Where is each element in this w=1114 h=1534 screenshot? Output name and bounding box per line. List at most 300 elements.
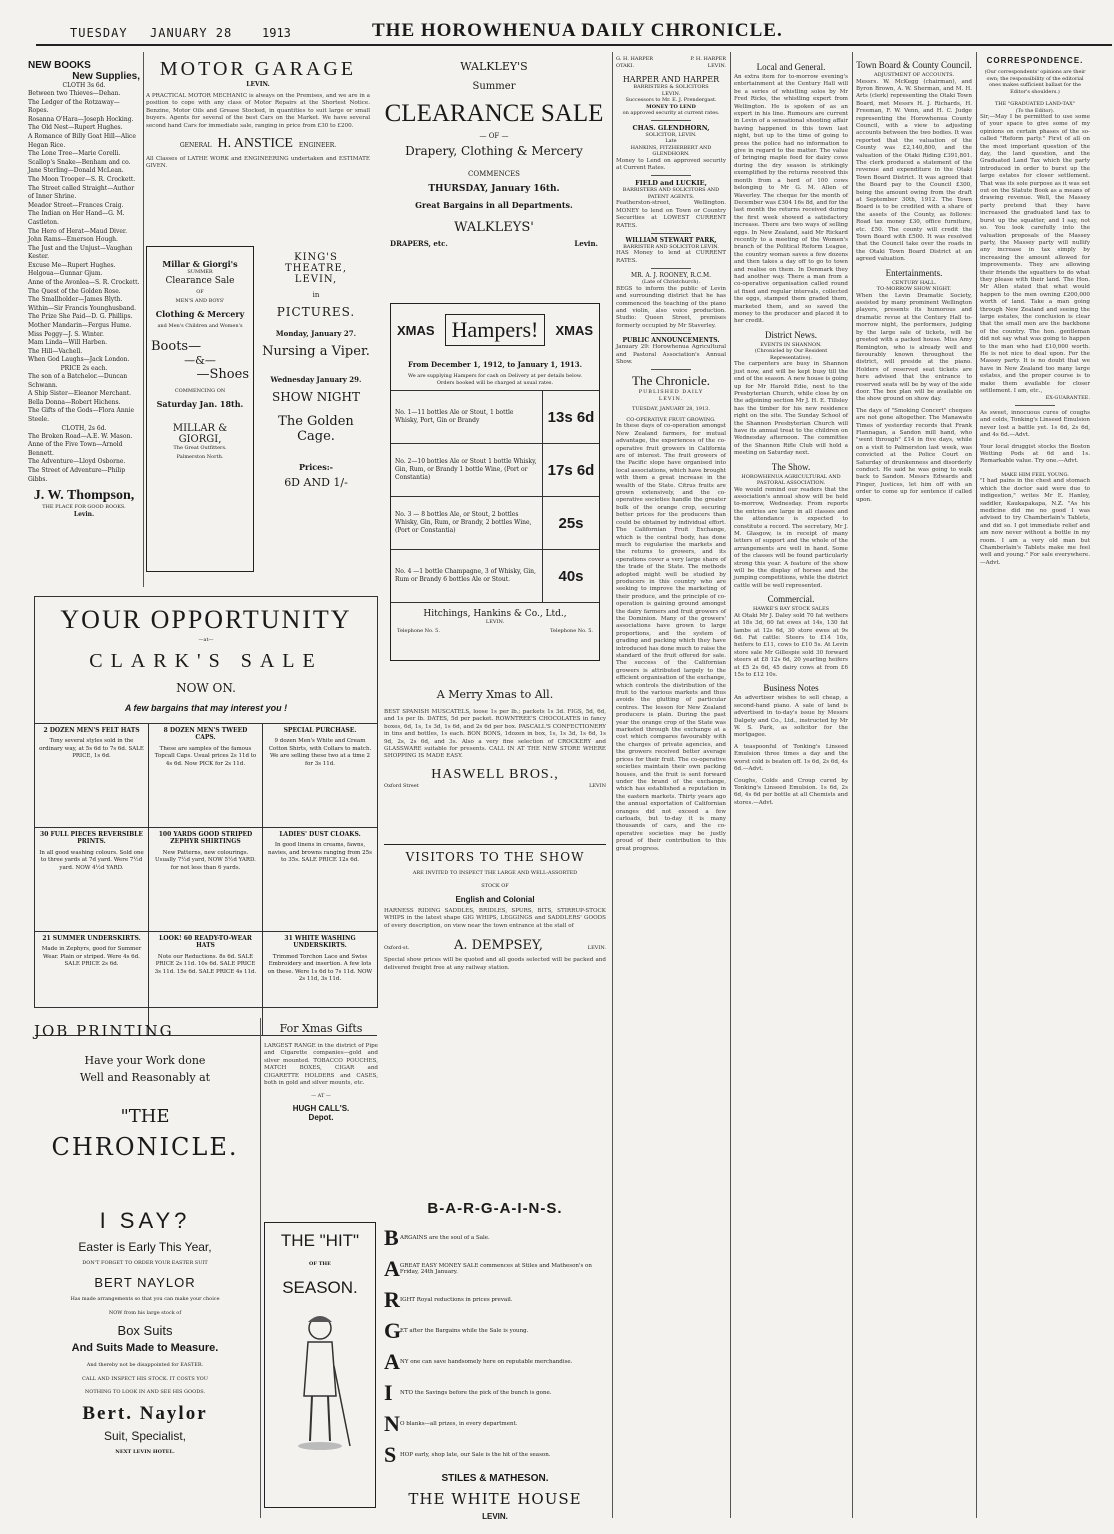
entertainments-body: When the Levin Dramatic Society, assisted by many prominent Wellington players, presents its humorous and dramatic revue at the Century Hall to-morrow night, the performers, judging by the large sale of tickets, will be greeted with a packed house. Miss Amy Remington, who is already well and favourably known throughout the district, will preside at the piano. Holders of reserved seat tickets are here advised that the entrance to reserved seats will be by way of the side door. The box plan will be available on the show ground on show day. (856, 292, 972, 403)
header-date: JANUARY 28 (150, 26, 233, 40)
bargains-title: B-A-R-G-A-I-N-S. (427, 1200, 563, 1217)
hamper-row (391, 497, 599, 550)
column-divider (852, 52, 853, 1518)
naylor-from: NOW from his large stock of (108, 1310, 182, 1316)
bargain-initial: A (384, 1349, 400, 1374)
naylor-made: Has made arrangements so that you can make your choice (70, 1295, 220, 1302)
bargain-row (384, 1287, 606, 1313)
book-list-item: Rosanna O'Hara—Joseph Hocking. (28, 115, 134, 123)
book-list-item: The Prize She Paid—D. G. Phillips. (28, 313, 133, 321)
hampers-firm: Hitchings, Hankins & Co., Ltd., (423, 609, 567, 619)
bargain-cell (35, 724, 149, 828)
kings-pictures: PICTURES. (276, 305, 356, 319)
walkley-advert (380, 56, 608, 268)
hamper-price: 25s (542, 497, 599, 549)
bargain-text: O blanks—all prizes, in every department. (400, 1421, 518, 1427)
millar-boots: Boots— (151, 339, 202, 354)
bargain-cell (263, 932, 377, 1036)
book-list-item: John Rams—Emerson Hough. (28, 236, 118, 244)
haswell-street: Oxford Street (384, 782, 419, 789)
book-list-item: The Ledger of the Rotzaway—Ropes. (28, 98, 120, 115)
entertainments-title: Entertainments. (885, 267, 943, 278)
harper-levin: LEVIN. (661, 90, 681, 97)
kings-date-2: Wednesday January 29. (270, 375, 362, 384)
clark-now-on: NOW ON. (176, 680, 236, 695)
naylor-measure: And Suits Made to Measure. (71, 1341, 219, 1354)
gifts-depot: Depot. (308, 1112, 334, 1122)
council-title: Town Board & County Council. (856, 60, 972, 70)
book-list-item: Excuse Me—Rupert Hughes. (28, 261, 116, 269)
bargain-row (384, 1411, 606, 1437)
book-list-item: The Lone Tree—Marie Corelli. (28, 150, 121, 158)
bargain-cell-title: SPECIAL PURCHASE. (283, 726, 357, 734)
haswell-advert (384, 688, 606, 838)
council-body: Messrs. W. McKegg (chairman), and Byron Brown, A. W. Sherman, and M. H. Arts (clerk) representing the Otaki Town Board, met Messrs H. J. Richards, H. Freeman, F. W. Venn, and H. C. Judge representing the Horowhenua County Council, with a view to adjusting accounts between the two bodies. It was reported that the valuation of the County was £2,140,800, and the valuation of the Otaki Riding £391,801. The clerk produced a statement of the revenue and expenditure in the Otaki Town Board District. It was agreed that the Board pay to the Council £300, being the amount owing from the draft at September 30th, 1912. The Town Board is to be credited with a share of the assets of the County, as follows: Road tax money £30, office furniture, etc. £50. The county will credit the Town Board with £500. It was resolved that the Council take over the roads in the Otaki Town Board District at an agreed valuation. (856, 78, 972, 263)
column-divider (143, 52, 144, 587)
naylor-suit: Suit, Specialist, (103, 1429, 187, 1443)
dempsey-title: VISITORS TO THE SHOW (405, 850, 585, 864)
millar-title: Millar & Giorgi's (162, 259, 238, 269)
hit-of-season-advert (264, 1222, 376, 1508)
bookseller-town: Levin. (73, 510, 95, 518)
millar-amp: —&— (184, 354, 216, 367)
clark-at: —at— (198, 637, 214, 643)
haswell-body: BEST SPANISH MUSCATELS, loose 1s per lb.; packets 1s 3d. FIGS, 5d, 6d, and 1s per lb. DATES, 5d per packet. ROWNTREE'S CHOCOLATES in fancy boxes, 6d, 1s, 1s 3d, 1s 6d, and 2s 6d per box. PASCALL'S CONFECTIONERY in tins and bottles, 1s each. BON BONS, 1dozen in box, 1s, 1s 3d, 1s 6d, 1s 9d, 2s, 2s 6d, and 3s. Also a very fine selection of CROCKERY and GLASSWARE suitable for presents. CALL IN AT THE NEW STORE WHERE SHOPPING IS MADE EASY. (384, 709, 606, 760)
bargain-cell-body: New Patterns, new colourings. Usually 7½d yard, NOW 5½d YARD. for not less than 6 yards. (155, 849, 256, 871)
separator (651, 268, 691, 269)
hamper-price: 40s (542, 550, 599, 602)
book-list-item: Helgoua—Gunnar Gjum. (28, 270, 103, 278)
bargain-cell-body: In all good washing colours. Sold one to three yards at 7d yard. Were 7½d yard. NOW 4½d YARD. (39, 849, 144, 871)
kings-in: in (312, 291, 320, 299)
book-list-item: Anne of the Avonlea—S. R. Crockett. (28, 279, 140, 287)
naylor-bert: Bert. Naylor (82, 1403, 208, 1424)
feel-young-title: MAKE HIM FEEL YOUNG. (1001, 471, 1069, 478)
bargain-cell-body: In good linens in creams, fawns, navies, and browns ranging from 25s to 35s. SALE PRICE 12s 6d. (268, 842, 372, 863)
naylor-nothing: NOTHING TO LOOK IN AND SEE HIS GOODS. (84, 1388, 206, 1395)
book-list-item: The Street called Straight—Author of Inner Shrine. (28, 184, 135, 201)
book-list-item: Bella Donna—Robert Hichens. (28, 398, 121, 406)
bargain-cell-body: Note our Reductions. 8s 6d. SALE PRICE 2s 11d. 10s 6d. SALE PRICE 3s 11d. 15s 6d. SALE PRICE 4s 11d. (154, 953, 257, 975)
dempsey-invite: ARE INVITED TO INSPECT THE LARGE AND WELL-ASSORTED (412, 870, 578, 876)
kings-prices-label: Prices:- (298, 462, 333, 472)
park-title: BARRISTER AND SOLICITOR LEVIN. (623, 243, 719, 250)
book-list-item: The Just and the Unjust—Vaughan Kester. (28, 244, 133, 261)
hamper-price: 17s 6d (542, 444, 599, 496)
book-list-item: Anne of the Five Town—Arnold Bennett. (28, 441, 123, 457)
separator (1015, 405, 1055, 406)
millar-town: Palmerston North. (176, 454, 224, 460)
dempsey-goods: English and Colonial (455, 895, 535, 904)
motor-garage-advert (146, 58, 370, 238)
separator (651, 233, 691, 234)
motor-general-label: GENERAL (179, 142, 212, 150)
hamper-description: No. 2—10 bottles Ale or Stout 1 bottle Whisky, Gin, Rum, or Brandy 1 bottle Wine, (Port or Constantia) (395, 458, 537, 481)
bargain-initial: G (384, 1318, 402, 1343)
dempsey-name: A. DEMPSEY, (453, 938, 544, 954)
stock-sales-body: At Otaki Mr J. Daley sold 70 fat wethers at 18s 3d, 60 fat ewes at 14s, 130 fat lambs at 12s 6d, 30 store ewes at 9s 6d. Fat cattle: Steers to £14 10s, heifers to £11, cows to £10 5s. At Levin store sale Mr Gillespie sold 30 forward steers at £8 12s 6d, 20 yearling heifers at £5 2s 6d, 45 dairy cows at from £6 15s to £12 10s. (734, 612, 848, 679)
motor-engineer-label: ENGINEER. (298, 142, 337, 150)
clark-sale-advert (34, 596, 378, 1008)
kings-prices: 6D AND 1/- (284, 476, 348, 489)
council-subtitle: ADJUSTMENT OF ACCOUNTS. (874, 72, 954, 78)
linseed-advert: As sweet, innocuous cures of coughs and colds, Tonking's Linseed Emulsion never lost a battle yet. 1s 6d, 2s 6d, and 4s 6d.—Advt. (980, 409, 1090, 439)
harper-firm: HARPER AND HARPER (622, 75, 720, 84)
millar-childrens: and Men's Children and Women's (157, 322, 243, 329)
separator (651, 369, 691, 370)
book-list-item: The son of a Batchelor.—Duncan Schwann. (28, 373, 128, 389)
millar-giorgi-advert (146, 246, 254, 572)
millar-sale: Clearance Sale (165, 275, 235, 286)
hampers-town: LEVIN. (485, 619, 505, 625)
millar-commencing: COMMENCING ON (174, 388, 226, 394)
book-list-item: The Hill—Vachell. (28, 347, 83, 355)
stock-sales-title: HAWKE'S BAY STOCK SALES (752, 606, 830, 613)
haswell-title: A Merry Xmas to All. (436, 688, 554, 701)
naylor-name: BERT NAYLOR (94, 1274, 196, 1290)
kings-title: KING'S THEATRE, LEVIN, (284, 252, 348, 285)
header-day: TUESDAY (70, 26, 128, 40)
header-year: 1913 (262, 26, 291, 40)
hit-of-the: OF THE (309, 1261, 331, 1267)
hit-season: SEASON. (282, 1277, 358, 1297)
millar-date: Saturday Jan. 18th. (156, 398, 244, 409)
job-printing-advert (34, 1022, 256, 1200)
local-general-body: An extra item for to-morrow evening's entertainment at the Century Hall will be a series of whistling solos by Mr Fred Ricks, the whistling expert from Wellington. He is spoken of as an expert in his line. Rumours are current in Levin of a sensational shooting affair having happened in this town last night, but up to the time of going to press the police had no information to give in regard to the matter. The value of bringing maple feed for dairy cows during the dry season is strikingly exemplified by the returns received this month from a herd of 100 cows belonging to Mr G. M. Allen of Waverley. The cheque for the month of December was £304 16s 8d, and for the last month the returns received during the first week showed a satisfactory increase. There are two ways of selling eggs. In New Zealand, said Mr Rickard recently to a meeting of the Women's branch of the Political Reform League, the country woman saves a few dozens and then takes a day off to go to town and realise on them. In Denmark they had another way. There a man from a co-operative organisation called round at fixed and regular intervals, collected the eggs, stamped them graded them, marketed them, and so saved the money to the producer and placed it to her credit. (734, 74, 848, 325)
clark-name: CLARK'S SALE (89, 649, 323, 672)
book-list-item: The Smallholder—James Blyth. (28, 296, 123, 304)
hit-the: THE "HIT" (280, 1231, 360, 1250)
bargain-initial: N (384, 1411, 400, 1436)
correspondence-column (980, 56, 1090, 1518)
millar-mens: MEN'S AND BOYS' (175, 298, 225, 304)
bargain-row (384, 1442, 606, 1468)
naylor-call: CALL AND INSPECT HIS STOCK. IT COSTS YOU (82, 1376, 208, 1382)
bargain-text: HOP early, shop late, our Sale is the hit of the season. (400, 1452, 551, 1458)
coughs-advert: Coughs, Colds and Croup cured by Tonking's Linseed Emulsion. 1s 6d, 2s 6d, 4s 6d per bottle at all Chemists and stores.—Advt. (734, 777, 848, 806)
job-the: "THE (120, 1106, 170, 1127)
harper-successors: Successors to Mr. E. J. Prendergast. (625, 97, 717, 103)
show-subtitle: HOROWHENUA AGRICULTURAL AND PASTORAL ASSOCIATION. (741, 473, 841, 487)
bargain-cell-body: Trimmed Torchon Lace and Swiss Embroidery and insertion. A few lots on these. Were 1s 6d to 7s 11d. NOW 2s 11d, 3s 11d. (267, 953, 373, 982)
druggist-advert: Your local druggist stocks the Boston Wetting Pods at 6d and 1s. Remarkable value. Try one.—Advt. (980, 443, 1090, 465)
bargain-cell (263, 828, 377, 932)
rooney-name: MR. A. J. ROONEY, R.C.M. (630, 272, 712, 280)
millar-outfitters: The Great Outfitters. (173, 444, 227, 451)
kings-film-1: Nursing a Viper. (262, 344, 370, 359)
hamper-description: No. 3 — 8 bottles Ale, or Stout, 2 bottles Whisky, Gin, Rum, or Brandy, 2 bottles Wine, (Port or Constantia) (395, 511, 532, 534)
book-list-item: Within—Sir Francis Younghusband. (28, 304, 137, 312)
motor-garage-town: LEVIN. (246, 81, 270, 88)
books-advert (28, 60, 140, 572)
bargain-cell (149, 724, 263, 828)
book-list-item: Miss Peggy—J. S. Winter. (28, 330, 104, 338)
bargains-firm: STILES & MATHESON. (441, 1473, 549, 1484)
cloth-price-heading-2: CLOTH, 2s 6d. (61, 424, 107, 432)
book-list-item: Jane Sterling—Donald McLean. (28, 167, 124, 175)
book-list-a (28, 90, 140, 365)
book-list-item: Scallop's Snake—Benham and co. (28, 158, 131, 166)
column-divider (612, 52, 613, 1518)
business-notes-title: Business Notes (763, 683, 819, 694)
gifts-at: — AT — (311, 1093, 331, 1100)
book-list-item: The Broken Road—A.E. W. Mason. (28, 432, 133, 440)
naylor-advert (34, 1208, 256, 1508)
gifts-body: LARGEST RANGE in the district of Pipe and Cigarette companies—gold and silver mounted. TOBACCO POUCHES, MATCH BOXES, CIGAR and CIGARETTE HOLDERS and CASES, both in gold and silver mounts, etc. (264, 1043, 378, 1087)
hamper-row (391, 550, 599, 603)
book-list-item: Meador Street—Frances Craig. (28, 201, 124, 209)
district-news-title: District News. (765, 329, 817, 340)
hampers-advert (390, 303, 600, 661)
job-title: JOB PRINTING (34, 1022, 174, 1040)
book-list-item: The Moon Trooper—S. R. Crockett. (28, 175, 136, 183)
motor-garage-title: MOTOR GARAGE (159, 58, 357, 80)
dempsey-street: Oxford-st. (384, 945, 410, 952)
letter-body: Sir,—May I be permitted to use some of your space to give some of my opinions on certain phases of the so-called "Reform party." First of all on the most important question of the day, the land question, and the Graduated Land Tax which the party introduced in order to burst up the large estates for closer settlement. That was its sole purpose as it was set out on the Statute Book as a means of drawing revenue. Well, the Massey party pretend that they have increased the graduated land tax to burst up the squatter, and I say, not so. You look carefully into the valuation proposals of the Massey party, the Massey party will nullify any increase in tax simply by increasing the amount allowed for improvements. They are allowing their friends the squatters to do what they please with their land. The Hon. Mr Allen stated that what would happen to the men owning £200,000 worth of land. Take a man going through New Zealand and seeing the large estates, the conclusion is clear that the small men are the backbone of the country. The hon. gentleman did not say what was going to happen to the man who had £10,000 worth. He is not nice to deal upon. For the Massey party. It is no doubt that we have in New Zealand too many large estates, and the proper course is to make them available for closer settlement. I am, etc., (980, 114, 1090, 395)
rooney-former: (Late of Christchurch). (641, 279, 701, 286)
bargain-cell-body: 9 dozen Men's White and Cream Cotton Shirts, with Collars to match. We are selling these two at a time 2 for 3s 11d. (268, 738, 372, 767)
field-luckie-title: BARRISTERS AND SOLICITORS AND PATENT AGENTS. (622, 187, 720, 200)
shannon-title: EVENTS IN SHANNON. (760, 341, 822, 348)
book-list-item: The Old Nest—Rupert Hughes. (28, 124, 123, 132)
book-list-item: The Street of Adventure—Philip Gibbs. (28, 466, 126, 483)
masthead (0, 0, 1114, 44)
bargain-cell (149, 932, 263, 1036)
gifts-title: For Xmas Gifts (279, 1022, 363, 1035)
smoking-concert-paragraph: The days of "Smoking Concert" cheques are not gone altogether. The Manawatu Times of yesterday records that Frank Flannagan, a Sandon mill hand, who "went through" £14 in five days, while on a visit to Palmerston last week, was convicted at the Police Court on Saturday of drunkenness and disorderly conduct. He said he was going to walk back to Sandon. Messrs Edwards and Finger, Justices, let him off with an order to come up for sentence if called upon. (856, 407, 972, 503)
golfer-illustration (280, 1306, 360, 1456)
bargain-initial: R (384, 1287, 400, 1312)
millar-shoes: —Shoes (196, 367, 249, 382)
column-divider (260, 1018, 261, 1518)
hamper-description: No. 1—11 bottles Ale or Stout, 1 bottle Whisky, Port, Gin or Brandy (395, 409, 514, 424)
walkley-commences: COMMENCES (468, 170, 520, 178)
haswell-rule (384, 844, 606, 845)
hamper-price: 13s 6d (542, 391, 599, 443)
editorial-body: In these days of co-operation amongst New Zealand farmers, for mutual advantage, the experiences of the co-operative fruit growers in California are of interest. The fruit growers of the Pacific slope have organised into local associations, which have brought with them a great increase in the wealth of the State. Citrus fruits are grown extensively, and the co-operative societies handle the greater bulk of the orange crop, securing better prices for the producers than could be obtained by individual effort. The Californian Fruit Exchange, which is the central body, has done much to regularise the markets and the returns to growers, and its operations cover a very large share of the trade of the State. The methods adopted might well be studied by producers in this country who are seeking to improve the marketing of their produce, and the principle of co-operation is gaining ground amongst the dairy farmers and fruit growers of the Dominion. Many of the growers' associations have grown to large proportions, and the system of grading and packing which they have introduced has done much to raise the standard of the fruit offered for sale. The success of the Californian growers is attributed largely to the efficient organisation of the exchange, which controls the distribution of the fruit to the various markets and thus avoids the glutting of particular centres. The lesson for New Zealand producers is plain. During the past year the orange crop of the State was marketed through the exchange at a cost which compares favourably with the charges of private agencies, and the growers received better average prices for their fruit. The co-operative societies maintain their own packing houses, and the fruit is sent forward under the brand of the exchange, which has established a reputation in the eastern markets. Thirty years ago the annual exportation of Californian oranges did not exceed a few carloads, but to-day it is many thousands of cars, and the co-operative societies may be justly proud of their contribution to this great progress. (616, 423, 726, 852)
bargain-text: ET after the Bargains while the Sale is young. (400, 1328, 529, 1334)
feel-young-body: "I had pains in the chest and stomach which the doctor said were due to indigestion," writes Mr E. Hanley, saddler, Kaukapakapa, N.Z. "As his medicine did me no good I was advised to try Chamberlain's Tablets, and did so. I got immediate relief and am now never without a bottle in my room. I am a very old man but Chamberlain's Tablets make me feel well and young." For sale everywhere.—Advt. (980, 478, 1090, 566)
golfer-body (304, 1342, 336, 1396)
walkley-goods: Drapery, Clothing & Mercery (405, 144, 583, 158)
century-hall: CENTURY HALL. (891, 279, 937, 286)
bookseller-name: J. W. Thompson, (33, 488, 135, 504)
walkley-of: — OF — (479, 132, 509, 140)
harper-town-1: OTAKI. (616, 62, 635, 69)
bargain-row (384, 1225, 606, 1251)
bargain-cell-title: 8 DOZEN MEN'S TWEED CAPS. (163, 726, 248, 741)
book-list-item: Mam Linda—Will Harben. (28, 339, 108, 347)
bargain-text: NY one can save handsomely here on reputable merchandise. (400, 1359, 573, 1365)
dempsey-body: HARNESS RIDING SADDLES, BRIDLES, SPURS, BITS, STIRRUP-STOCK WHIPS in the latest shape GIG WHIPS, LEGGINGS and SADDLERS' GOODS of every description, on view near the town entrance at the stall of (384, 908, 606, 929)
hampers-title: Hampers! (445, 314, 546, 346)
bargain-cell-title: LADIES' DUST CLOAKS. (279, 830, 361, 838)
bargain-cell-body: Tony several styles sold in the ordinary way, at 5s 6d to 7s 6d. SALE PRICE, 1s 6d. (39, 738, 144, 759)
kings-film-2: The Golden Cage. (278, 414, 354, 444)
bargain-cell-body: Made in Zephyrs, good for Summer Wear. Plain or striped. Were 4s 6d. SALE PRICE 2s 6d. (41, 946, 142, 967)
glendhorn-late: Late (665, 138, 677, 144)
newspaper-title: THE HOROWHENUA DAILY CHRONICLE. (372, 20, 783, 41)
bargain-initial: S (384, 1442, 397, 1467)
motor-garage-footer: All Classes of LATHE WORK and ENGINEERING undertaken and ESTIMATE GIVEN. (146, 156, 370, 170)
cloth-price-heading: CLOTH 3s 6d. (62, 82, 106, 89)
bargain-cell-title: 2 DOZEN MEN'S FELT HATS (43, 726, 140, 734)
editorial-title: CO-OPERATIVE FRUIT GROWING. (626, 416, 716, 423)
millar-logo: MILLAR & GIORGI, (172, 422, 228, 445)
bookseller-tagline: THE PLACE FOR GOOD BOOKS. (42, 504, 126, 511)
bargain-cell (35, 828, 149, 932)
glendhorn-money: Money to Lend on approved security at Current Rates. (616, 157, 726, 171)
book-list-item: The Hero of Herat—Maud Diver. (28, 227, 127, 235)
harper-money: MONEY TO LEND (646, 103, 696, 110)
books-title: NEW BOOKS (28, 60, 91, 71)
millar-clothing: Clothing & Mercery (155, 308, 245, 319)
bargain-cell-title: LOOK! 60 READY-TO-WEAR HATS (159, 934, 252, 949)
bargain-cell-body: These are samples of the famous Topcall Caps. Usual prices 2s 11d to 4s 6d. Now PICK for 2s 11d. (154, 745, 257, 767)
naylor-title: I SAY? (99, 1208, 191, 1233)
glendhorn-former-firm: HANKINS, FITZHERBERT AND GLENDHORN. (630, 144, 712, 157)
bargain-acrostic (384, 1225, 606, 1468)
xmas-gifts-advert (264, 1022, 378, 1202)
hamper-row (391, 444, 599, 497)
walkley-date: THURSDAY, January 16th. (428, 184, 560, 194)
chronicle-town: LEVIN. (658, 395, 684, 402)
hampers-telephone-1: Telephone No. 5. (397, 627, 440, 634)
harper-money-terms: on approved security at current rates. (622, 110, 720, 116)
job-line-2: Well and Reasonably at (79, 1071, 211, 1084)
book-list-item: Mother Mandarin—Fergus Hume. (28, 322, 132, 330)
book-list-item: The Indian on Her Hand—G. M. Castleton. (28, 210, 125, 226)
bargains-store: THE WHITE HOUSE (408, 1490, 582, 1508)
bargain-text: ARGAINS are the soul of a Sale. (400, 1235, 490, 1241)
walkley-bargains: Great Bargains in all Departments. (415, 200, 573, 210)
separator (651, 333, 691, 334)
bargain-cell (35, 932, 149, 1036)
hampers-xmas-left: XMAS (397, 322, 435, 338)
local-general-title: Local and General. (756, 62, 826, 72)
bargain-cell (263, 724, 377, 828)
hamper-description: No. 4 —1 bottle Champagne, 3 of Whisky, Gin, Rum or Brandy 6 bottles Ale or Stout. (395, 568, 536, 583)
park-name: WILLIAM STEWART PARK, (625, 236, 717, 244)
legal-and-editorial-column (616, 56, 726, 1518)
bargain-initial: B (384, 1225, 399, 1250)
bargain-cell-title: 30 FULL PIECES REVERSIBLE PRINTS. (40, 830, 143, 845)
millar-of: OF (196, 288, 204, 295)
field-luckie-name: FIELD and LUCKIE, (635, 179, 707, 188)
naylor-disappointed: And thereby not be disappointed for EASTER. (86, 1361, 204, 1368)
hampers-telephone-2: Telephone No. 5. (550, 627, 593, 634)
motor-garage-body: A PRACTICAL MOTOR MECHANIC is always on the Premises, and we are in a position to cope with any class of Motor Repairs at the Shortest Notice. Benzine, Motor Oils and Grease Stocked, in quantities to suit large or small buyers. Agents for several of the best Cars on the Market. We have several second hand Cars for immediate sale, ranging in price from £30 to £200. (146, 93, 370, 129)
chronicle-date: TUESDAY, JANUARY 28, 1913. (632, 406, 710, 413)
column-divider (976, 52, 977, 1518)
hamper-price-list (391, 391, 599, 603)
shannon-body: The carpenters are busy in Shannon just now, and will be kept busy till the end of the season. A new house is going up for Mr Harold Edie, next to the Presbyterian Church, while close by on the adjoining section Mr J. H. E. Tillsley has the timber for his new residence right on the site. The Sunday School of the Shannon Presbyterian Church will have its annual treat to the children on Wednesday afternoon. The committee of the Shannon Rifle Club will hold a meeting on Saturday next. (734, 361, 848, 457)
harper-profession: BARRISTERS & SOLICITORS (633, 84, 709, 90)
golf-club (334, 1366, 350, 1446)
bargain-text: NTO the Savings before the pick of the bunch is gone. (400, 1390, 552, 1396)
hamper-row (391, 391, 599, 444)
walkley-summer: Summer (472, 81, 516, 92)
glendhorn-name: CHAS. GLENDHORN, (632, 123, 710, 132)
public-announcements-title: PUBLIC ANNOUNCEMENTS. (622, 337, 720, 345)
shannon-subtitle: (Chronicled by Our Resident Representative). (754, 348, 828, 361)
bargain-row (384, 1380, 606, 1406)
walkley-brand: WALKLEYS' (454, 220, 534, 235)
book-list-item: The Gifts of the Gods—Flora Annie Steele. (28, 407, 135, 423)
golfer-shadow (298, 1442, 342, 1450)
haswell-town: LEVIN (589, 782, 606, 789)
walkley-drapers: DRAPERS, etc. (390, 239, 448, 248)
naylor-box-suits: Box Suits (117, 1322, 173, 1338)
field-luckie-body: Featherston-street, Wellington. MONEY to lend on Town or Country Securities at LOWEST CURRENT RATES. (616, 200, 726, 229)
letter-to: (To the Editor). (1015, 107, 1055, 114)
walkley-name: WALKLEY'S (460, 60, 528, 73)
kings-date-1: Monday, January 27. (275, 329, 357, 338)
book-list-b (28, 373, 140, 425)
stiles-matheson-advert (384, 1196, 606, 1521)
bargain-cell-title: 100 YARDS GOOD STRIPED ZEPHYR SHIRTINGS (158, 830, 253, 845)
golfer-cap (308, 1316, 332, 1322)
book-list-item: The Adventure—Lloyd Osborne. (28, 458, 126, 466)
council-column (856, 56, 972, 1518)
harper-name-1: G. H. HARPER (616, 56, 654, 62)
bargain-cell (149, 828, 263, 932)
tonking-advert: A teaspoonful of Tonking's Linseed Emulsion three times a day and the worst cold is beaten off. 1s 6d, 2s 6d, 4s 6d.—Advt. (734, 743, 848, 773)
glendhorn-title: SOLICITOR, LEVIN. (645, 131, 697, 138)
harper-name-2: P. H. HARPER (690, 56, 726, 62)
public-announcements-body: January 29: Horowhenua Agricultural and Pastoral Association's Annual Show. (616, 344, 726, 365)
bargain-initial: A (384, 1256, 400, 1281)
walkley-town: Levin. (574, 239, 598, 248)
bargain-cell-title: 31 WHITE WASHING UNDERSKIRTS. (284, 934, 356, 949)
show-body: We would remind our readers that the association's annual show will be held to-morrow, Wednesday. From reports the entries are large in all classes and the attendance is expected to constitute a record. The secretary, Mr J. M. Glasgow, is in receipt of many letters of support and the whole of the arrangements are well in hand. Some of the classes will be found particularly strong this year. A feature of the show will be the display of horses and the jumping competitions, while the district cattle will be well represented. (734, 486, 848, 589)
letter-signature: EX-GUARANTEE. (1045, 395, 1090, 402)
book-list-item: When God Laughs—Jack London. (28, 356, 130, 364)
price-heading: PRICE 2s each. (60, 365, 108, 372)
bargain-initial: I (384, 1380, 393, 1405)
masthead-rule (36, 44, 1112, 46)
dempsey-advert (384, 850, 606, 1028)
letter-title: THE "GRADUATED LAND-TAX" (994, 101, 1076, 107)
book-list-item: Between two Thieves—Dehan. (28, 90, 121, 97)
haswell-firm: HASWELL BROS., (431, 766, 559, 782)
naylor-order: DON'T FORGET TO ORDER YOUR EASTER SUIT (82, 1260, 208, 1266)
bargains-town: LEVIN. (482, 1512, 508, 1521)
millar-summer: SUMMER (187, 269, 213, 275)
commercial-title: Commercial. (767, 594, 815, 605)
clark-subtitle: A few bargains that may interest you ! (124, 702, 288, 713)
naylor-next: NEXT LEVIN HOTEL. (115, 1449, 175, 1455)
dempsey-town: LEVIN. (587, 945, 606, 952)
harper-town-2: LEVIN. (707, 62, 726, 69)
show-title: The Show. (771, 461, 811, 472)
chronicle-title: The Chronicle. (632, 373, 710, 389)
book-list-item: The Quest of the Golden Rose. (28, 287, 121, 295)
golfer-leg-left (310, 1396, 312, 1441)
hampers-xmas-right: XMAS (555, 322, 593, 338)
motor-owner-name: H. ANSTICE (217, 136, 293, 152)
separator (651, 175, 691, 176)
correspondence-note: (Our correspondents' opinions are their own; the responsibility of the editorial ones makes sufficient ballast for the Editor's shoulders.) (984, 69, 1086, 95)
job-chronicle: CHRONICLE. (51, 1133, 239, 1161)
bargain-cell-title: 21 SUMMER UNDERSKIRTS. (42, 934, 141, 942)
job-line-1: Have your Work done (84, 1054, 206, 1067)
business-notes-body: An advertiser wishes to sell cheap, a second-hand piano. A sale of land is advertised in to-day's issue by Messrs Dalgety and Co., Ltd., instructed by Mr W. S. Park, as solicitor for the mortgagee. (734, 695, 848, 739)
book-list-c (28, 433, 140, 485)
hampers-note: We are supplying Hampers for cash on Delivery at per details below. Orders booked will be charged at usual rates. (391, 369, 599, 391)
park-body: HAS Money to lend at CURRENT RATES. (616, 250, 726, 264)
book-list-item: A Ship Sister—Eleanor Merchant. (28, 390, 132, 398)
